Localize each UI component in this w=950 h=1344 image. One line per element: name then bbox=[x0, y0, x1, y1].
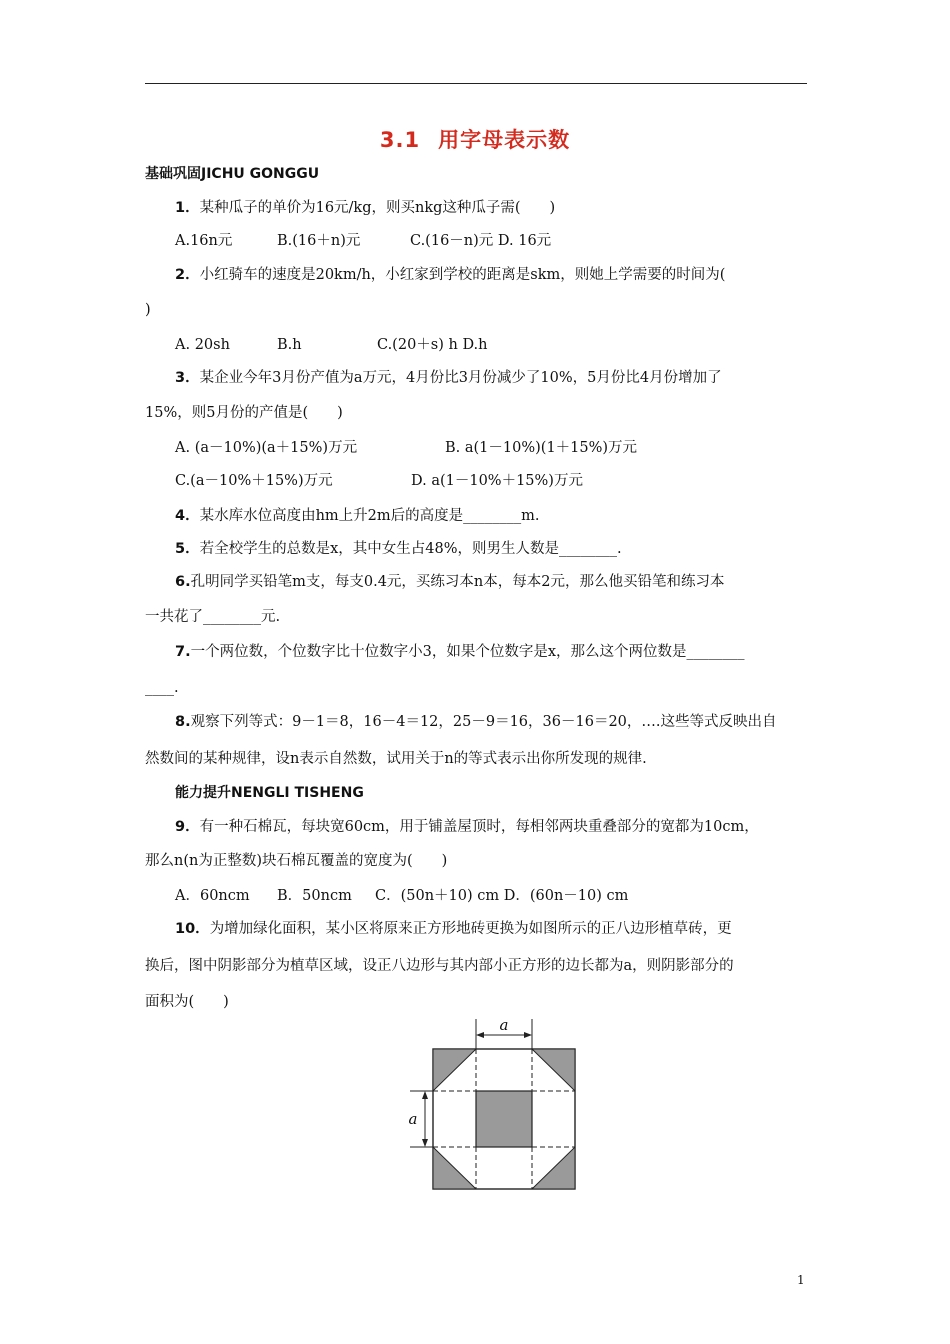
option-cd: C.(16－n)元 D. 16元 bbox=[410, 233, 552, 249]
question-number: 5． bbox=[175, 541, 200, 557]
question-2 bbox=[175, 265, 725, 285]
option-c: C.(a－10%＋15%)万元 bbox=[175, 473, 333, 489]
inner-square bbox=[476, 1091, 532, 1147]
option-b: B．50ncm bbox=[277, 888, 352, 904]
question-stem: 小红骑车的速度是20km/h，小红家到学校的距离是skm，则她上学需要的时间为( bbox=[199, 267, 726, 283]
question-9-cont: 那么n(n为正整数)块石棉瓦覆盖的宽度为( ) bbox=[145, 853, 448, 869]
option-d: D. a(1－10%＋15%)万元 bbox=[411, 473, 583, 489]
question-6-cont: 一共花了________元. bbox=[145, 609, 281, 625]
question-number: 4． bbox=[175, 508, 200, 524]
question-2-options bbox=[175, 335, 488, 355]
page-title bbox=[0, 124, 950, 154]
question-number: 9． bbox=[175, 819, 200, 835]
question-4 bbox=[175, 506, 540, 526]
question-stem: 有一种石棉瓦，每块宽60cm，用于铺盖屋顶时，每相邻两块重叠部分的宽都为10cm， bbox=[199, 819, 759, 835]
question-5 bbox=[175, 539, 622, 559]
question-number: 6. bbox=[175, 574, 191, 590]
question-7-cont: ____. bbox=[145, 680, 179, 696]
question-stem: 某种瓜子的单价为16元/kg，则买nkg这种瓜子需( ) bbox=[199, 200, 556, 216]
option-a: A.16n元 bbox=[175, 233, 233, 249]
question-10-cont: 换后，图中阴影部分为植草区域，设正八边形与其内部小正方形的边长都为a，则阴影部分的 bbox=[145, 958, 734, 974]
label-left-a: a bbox=[408, 1110, 418, 1128]
section-advanced: 能力提升NENGLI TISHENG bbox=[175, 785, 364, 801]
question-6 bbox=[175, 572, 724, 592]
question-stem: 某企业今年3月份产值为a万元，4月份比3月份减少了10%，5月份比4月份增加了 bbox=[199, 370, 722, 386]
question-1-options bbox=[175, 231, 551, 251]
question-1 bbox=[175, 198, 555, 218]
title-text: 用字母表示数 bbox=[438, 128, 571, 152]
section-basic: 基础巩固JICHU GONGGU bbox=[145, 166, 320, 182]
question-8 bbox=[175, 712, 777, 732]
option-a: A．60ncm bbox=[175, 888, 250, 904]
option-a: A. (a－10%)(a＋15%)万元 bbox=[175, 440, 358, 456]
page-number: 1 bbox=[797, 1273, 805, 1287]
question-number: 7. bbox=[175, 644, 191, 660]
question-3-options-row1 bbox=[175, 438, 637, 458]
question-stem: 若全校学生的总数是x，其中女生占48%，则男生人数是________. bbox=[199, 541, 622, 557]
octagon-tile-figure bbox=[400, 1015, 590, 1195]
question-stem: 观察下列等式：9－1＝8，16－4＝12，25－9＝16，36－16＝20，….这些等式反映出自 bbox=[190, 714, 777, 730]
question-stem: 为增加绿化面积，某小区将原来正方形地砖更换为如图所示的正八边形植草砖，更 bbox=[209, 921, 732, 937]
question-number: 3． bbox=[175, 370, 200, 386]
question-number: 1． bbox=[175, 200, 200, 216]
question-3 bbox=[175, 368, 722, 388]
question-7 bbox=[175, 642, 745, 662]
question-10-cont2: 面积为( ) bbox=[145, 994, 229, 1010]
question-number: 2． bbox=[175, 267, 200, 283]
question-2-cont: ) bbox=[145, 302, 151, 318]
header-rule bbox=[145, 83, 807, 84]
option-b: B.(16＋n)元 bbox=[277, 233, 361, 249]
option-b: B.h bbox=[277, 337, 302, 353]
octagon-tile-svg bbox=[400, 1015, 590, 1195]
question-3-options-row2 bbox=[175, 471, 583, 491]
question-10 bbox=[175, 919, 732, 939]
question-stem: 一个两位数，个位数字比十位数字小3，如果个位数字是x，那么这个两位数是________ bbox=[190, 644, 745, 660]
question-9 bbox=[175, 817, 759, 837]
option-cd: C．(50n＋10) cm D．(60n－10) cm bbox=[375, 888, 629, 904]
question-stem: 某水库水位高度由hm上升2m后的高度是________m. bbox=[199, 508, 540, 524]
question-9-options bbox=[175, 886, 628, 906]
question-8-cont: 然数间的某种规律，设n表示自然数，试用关于n的等式表示出你所发现的规律. bbox=[145, 751, 647, 767]
title-number: 3.1 bbox=[379, 128, 421, 152]
option-cd: C.(20＋s) h D.h bbox=[377, 337, 488, 353]
question-stem: 孔明同学买铅笔m支，每支0.4元，买练习本n本，每本2元，那么他买铅笔和练习本 bbox=[190, 574, 725, 590]
option-b: B. a(1－10%)(1＋15%)万元 bbox=[445, 440, 638, 456]
question-number: 10． bbox=[175, 921, 210, 937]
question-number: 8. bbox=[175, 714, 191, 730]
option-a: A. 20sh bbox=[175, 337, 230, 353]
question-3-cont: 15%，则5月份的产值是( ) bbox=[145, 405, 343, 421]
label-top-a: a bbox=[499, 1016, 509, 1034]
